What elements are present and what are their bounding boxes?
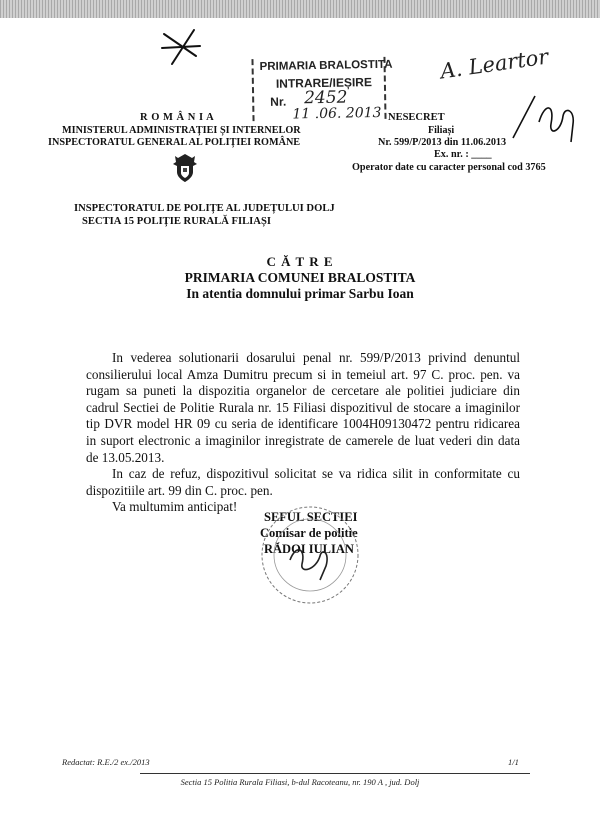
- redactor-note: Redactat: R.E./2 ex./2013: [62, 757, 150, 767]
- signature-scribble-icon: [505, 92, 585, 157]
- recipient-attention: In atentia domnului primar Sarbu Ioan: [186, 286, 414, 301]
- recipient-name: PRIMARIA COMUNEI BRALOSTITA: [184, 270, 416, 285]
- signatory-rank: Comisar de politie: [260, 526, 358, 540]
- recipient-to: C Ă T R E: [266, 254, 334, 269]
- stamp-date: 11 .06. 2013: [292, 104, 382, 123]
- asterisk-mark: [158, 24, 204, 75]
- footer-address: Sectia 15 Politia Rurala Filiasi, b-dul Racoteanu, nr. 190 A , jud. Dolj: [180, 777, 420, 787]
- registration-stamp: [251, 57, 393, 123]
- header-ministry: MINISTERUL ADMINISTRAȚIEI ȘI INTERNELOR: [62, 125, 301, 136]
- issuer-line1: INSPECTORATUL DE POLIȚE AL JUDEȚULUI DOLJ: [74, 203, 335, 214]
- copies-number: Ex. nr. : ____: [434, 149, 492, 160]
- operator-code: Operator date cu caracter personal cod 3765: [352, 162, 546, 173]
- signatory-title: SEFUL SECTIEI: [264, 510, 358, 524]
- header-country: R O M Â N I A: [140, 112, 215, 123]
- stamp-nr-value: 2452: [303, 87, 348, 109]
- stamp-title: INTRARE/IEȘIRE: [275, 75, 373, 91]
- stamp-institution: PRIMARIA BRALOSTITA: [259, 58, 393, 74]
- stamp-nr-label: Nr.: [270, 94, 287, 109]
- body-paragraph-3: Va multumim anticipat!: [112, 499, 238, 515]
- header-location: Filiași: [428, 125, 455, 136]
- coat-of-arms-icon: [172, 152, 198, 189]
- header-inspectorate: INSPECTORATUL GENERAL AL POLIȚIEI ROMÂNE: [48, 137, 301, 148]
- document-number: Nr. 599/P/2013 din 11.06.2013: [378, 137, 507, 148]
- footer-divider: [140, 773, 530, 774]
- body-paragraph-2: In caz de refuz, dispozitivul solicitat se va ridica silit in conformitate cu dispozitiile art. 99 din C. proc. pen.: [86, 466, 520, 498]
- issuer-line2: SECTIA 15 POLIȚIE RURALĂ FILIAȘI: [82, 216, 271, 227]
- page-number: 1/1: [508, 757, 519, 767]
- signatory-name: RĂDOI IULIAN: [264, 542, 354, 556]
- body-paragraph-1: In vederea solutionarii dosarului penal nr. 599/P/2013 privind denuntul consilierului local Amza Dumitru precum si in temeiul art. 97 C. proc. pen. va rugam sa puneti la dispozitia organelor de cercetare ale politiei judiciare din cadrul Sectiei de Politie Rurala nr. 15 Filiasi dispozitivul de stocare a imaginilor tip DVR model HR 09 cu seria de identificare 1004H09130472 pentru ridicarea in suport electronic a imaginilor inregistrate de camerele de luat vederi din data de 13.05.2013.: [86, 350, 520, 465]
- scan-top-band: [0, 0, 600, 18]
- letter-body: [86, 350, 520, 516]
- classification: NESECRET: [388, 112, 445, 123]
- official-seal-icon: [250, 500, 370, 615]
- handwritten-signature-topright: A. Leartor: [438, 44, 550, 84]
